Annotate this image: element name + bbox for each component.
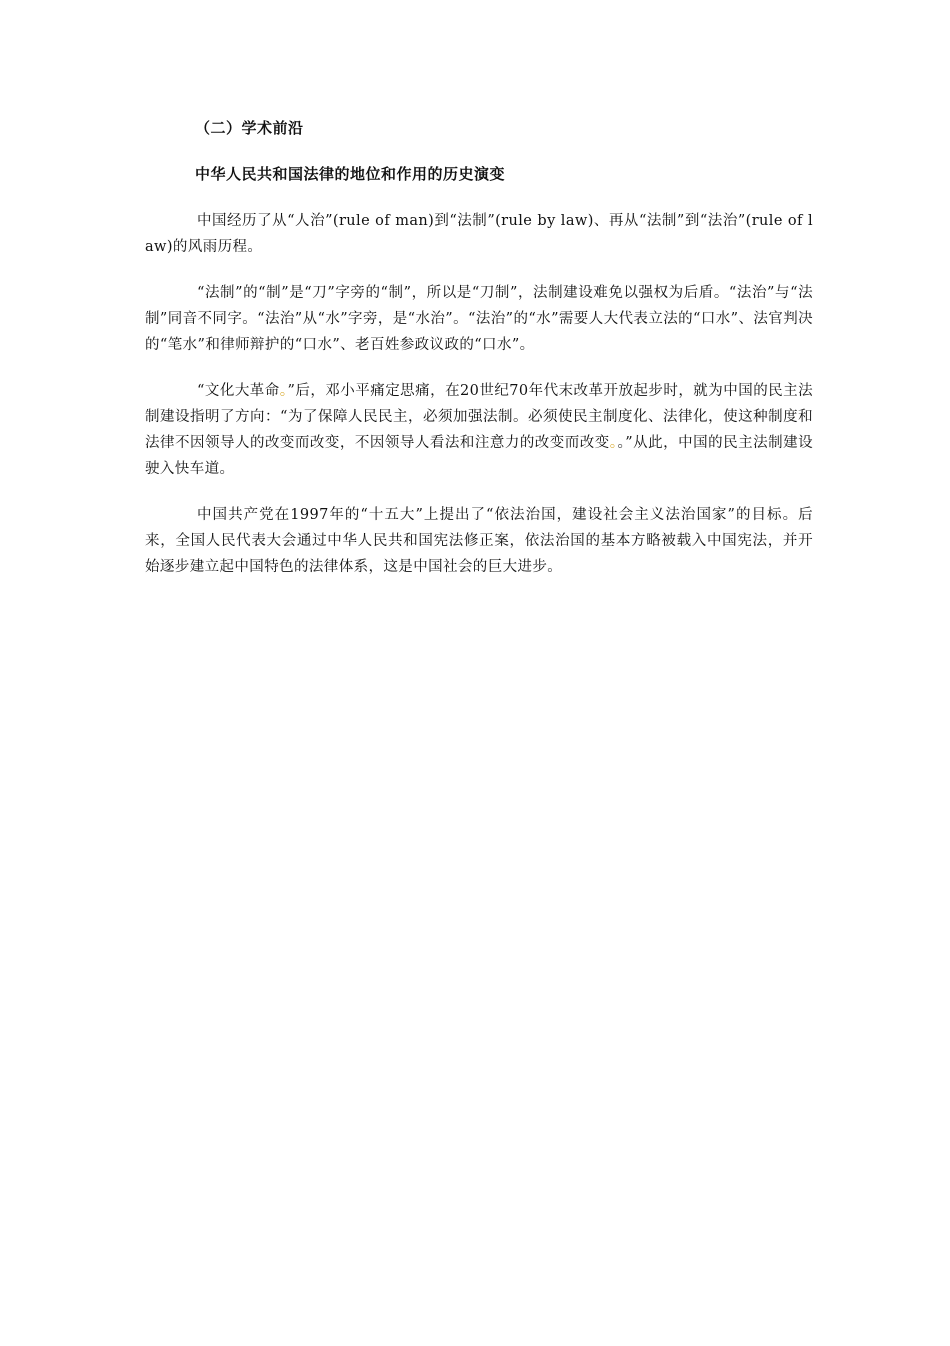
- paragraph-3-part-b: ”后，邓小平痛定思痛，在20世纪70年代末改革开放起步时，就为中国的民主法制建设指明了方向：“为了保障人民民主，必须加强法制。必须使民主制度化、法律化，使这种制度和法律不因领导人的改变而改变，不因领导人看法和注意力的改变而改变: [145, 383, 814, 451]
- paragraph-3-part-a: “文化大革命: [197, 383, 280, 399]
- highlight-dot: 。: [279, 383, 288, 399]
- highlight-dot: 。: [609, 435, 618, 451]
- paragraph-4: 中国共产党在1997年的“十五大”上提出了“依法治国，建设社会主义法治国家”的目标。后来，全国人民代表大会通过中华人民共和国宪法修正案，依法治国的基本方略被载入中国宪法，并开始逐步建立起中国特色的法律体系，这是中国社会的巨大进步。: [145, 507, 813, 575]
- paragraph-2: “法制”的“制”是“刀”字旁的“制”，所以是“刀制”，法制建设难免以强权为后盾。“法治”与“法制”同音不同字。“法治”从“水”字旁，是“水治”。“法治”的“水”需要人大代表立法的“口水”、法官判决的“笔水”和律师辩护的“口水”、老百姓参政议政的“口水”。: [145, 285, 813, 353]
- paragraph-1: 中国经历了从“人治”(rule of man)到“法制”(rule by law)、再从“法制”到“法治”(rule of law)的风雨历程。: [145, 213, 813, 255]
- paragraph-3: [145, 378, 813, 482]
- document-body: [145, 116, 813, 600]
- article-title: 中华人民共和国法律的地位和作用的历史演变: [195, 165, 506, 183]
- section-heading: （二）学术前沿: [195, 119, 304, 137]
- paragraph-3-part-c: 。”从此，中国的民主法制建设驶入快车道。: [145, 435, 813, 477]
